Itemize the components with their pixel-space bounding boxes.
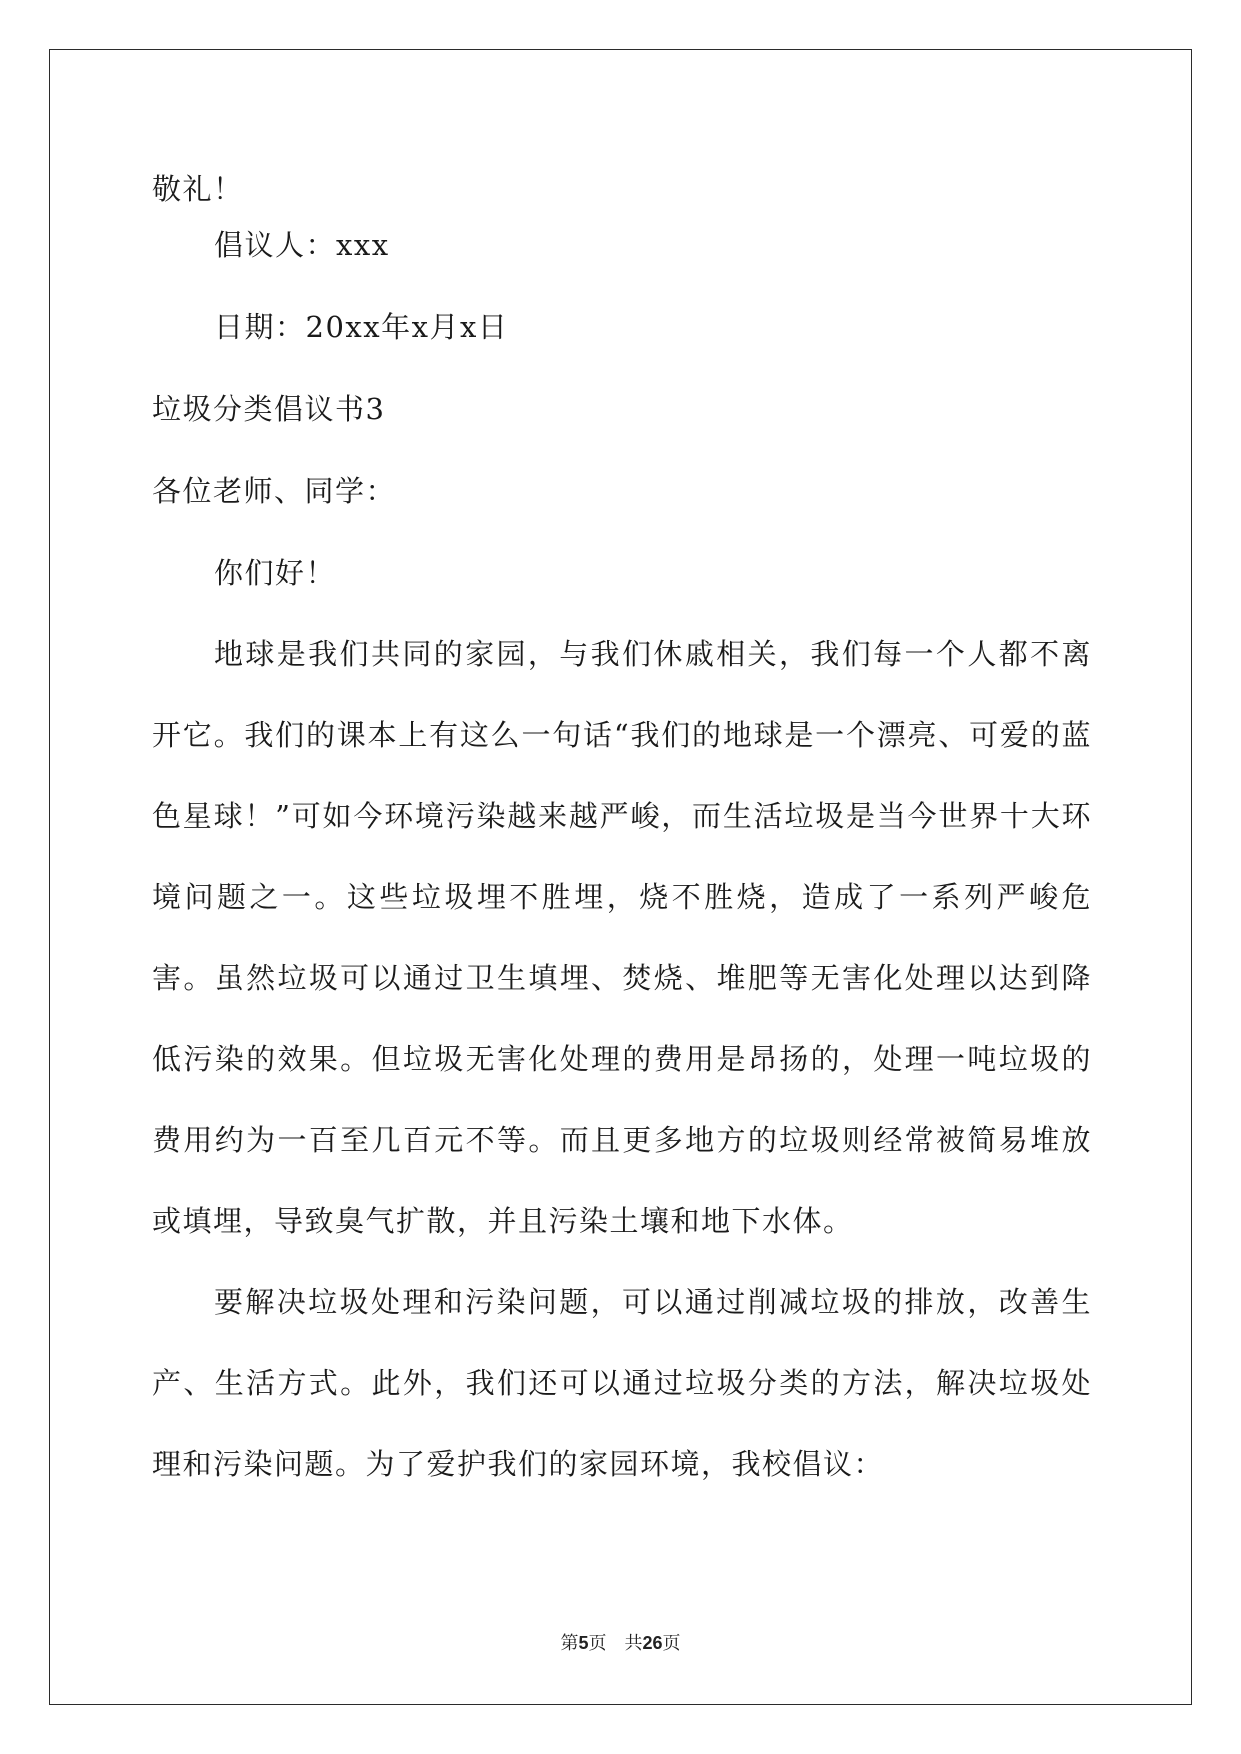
page-suffix: 页	[588, 1633, 607, 1654]
body-paragraph-2: 要解决垃圾处理和污染问题，可以通过削减垃圾的排放，改善生产、生活方式。此外，我们还可以通过垃圾分类的方法，解决垃圾处理和污染问题。为了爱护我们的家园环境，我校倡议：	[152, 1285, 1092, 1481]
total-pages: 26	[642, 1633, 663, 1653]
section-title: 垃圾分类倡议书3	[152, 392, 386, 426]
proposer-line: 倡议人：xxx	[214, 228, 390, 262]
greeting-addressee: 各位老师、同学：	[152, 474, 397, 508]
page-prefix: 第	[560, 1633, 579, 1654]
total-prefix: 共	[624, 1633, 643, 1654]
page-number: 5	[578, 1633, 589, 1653]
date-line: 日期：20xx年x月x日	[214, 310, 509, 344]
greeting-hello: 你们好！	[214, 556, 337, 590]
closing-salutation: 敬礼！	[152, 172, 244, 206]
body-paragraph-1: 地球是我们共同的家园，与我们休戚相关，我们每一个人都不离开它。我们的课本上有这么一句话“我们的地球是一个漂亮、可爱的蓝色星球！”可如今环境污染越来越严峻，而生活垃圾是当今世界十大环境问题之一。这些垃圾埋不胜埋，烧不胜烧，造成了一系列严峻危害。虽然垃圾可以通过卫生填埋、焚烧、堆肥等无害化处理以达到降低污染的效果。但垃圾无害化处理的费用是昂扬的，处理一吨垃圾的费用约为一百至几百元不等。而且更多地方的垃圾则经常被简易堆放或填埋，导致臭气扩散，并且污染土壤和地下水体。	[152, 637, 1092, 1238]
document-body	[152, 160, 1092, 1505]
total-suffix: 页	[662, 1633, 681, 1654]
page-footer	[0, 1629, 1241, 1655]
